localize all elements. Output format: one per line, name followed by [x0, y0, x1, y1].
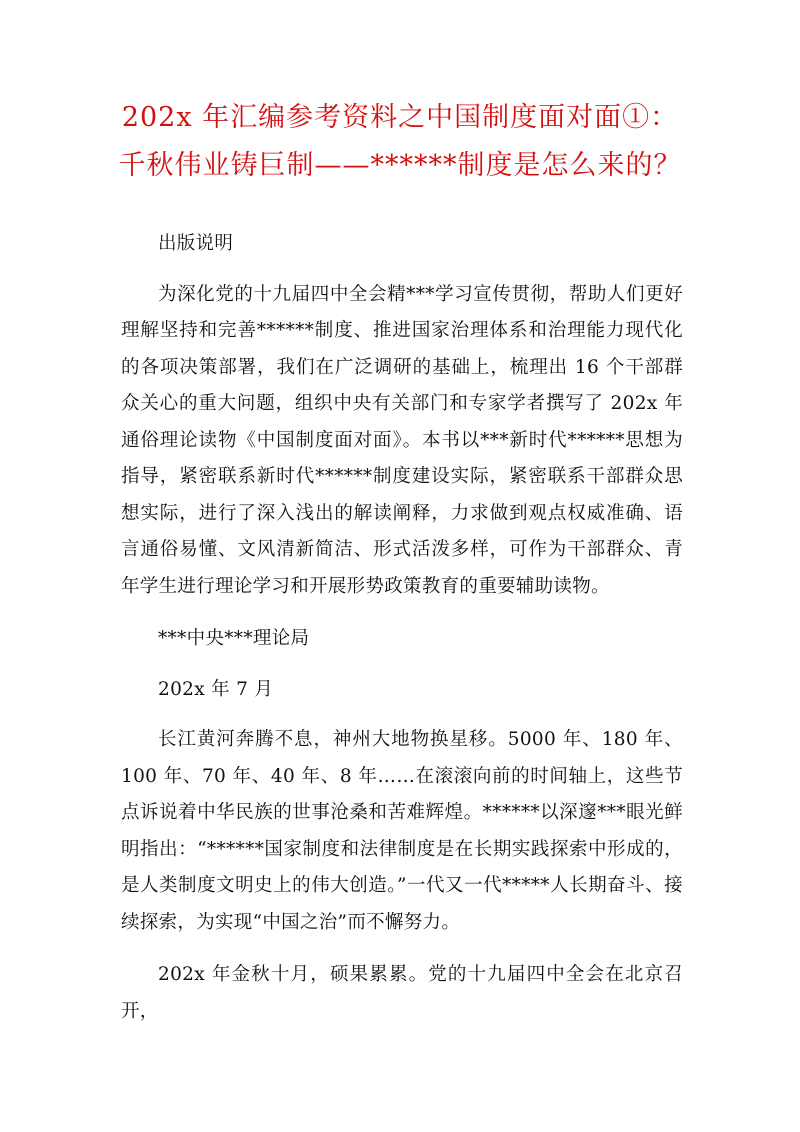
- body-paragraph: 202x 年金秋十月，硕果累累。党的十九届四中全会在北京召开，: [121, 964, 683, 1022]
- publisher-line: ***中央***理论局: [158, 628, 310, 649]
- document-title: 202x 年汇编参考资料之中国制度面对面①：千秋伟业铸巨制——******制度是怎么来的？: [118, 102, 682, 181]
- document-body: [121, 226, 683, 1046]
- body-paragraph: 长江黄河奔腾不息，神州大地物换星移。5000 年、180 年、100 年、70 年、40 年、8 年……在滚滚向前的时间轴上，这些节点诉说着中华民族的世事沧桑和苦难辉煌。******以深邃***眼光鲜明指出：“******国家制度和法律制度是在长期实践探索中形成的，是人类制度文明史上的伟大创造。”一代又一代*****人长期奋斗、接续探索，为实现“中国之治”而不懈努力。: [121, 729, 683, 933]
- section-heading: 出版说明: [158, 233, 234, 254]
- date-line: 202x 年 7 月: [158, 678, 274, 700]
- intro-paragraph: 为深化党的十九届四中全会精***学习宣传贯彻，帮助人们更好理解坚持和完善******制度、推进国家治理体系和治理能力现代化的各项决策部署，我们在广泛调研的基础上，梳理出 16 个干部群众关心的重大问题，组织中央有关部门和专家学者撰写了 202x 年通俗理论读物《中国制度面对面》。本书以***新时代******思想为指导，紧密联系新时代******制度建设实际，紧密联系干部群众思想实际，进行了深入浅出的解读阐释，力求做到观点权威准确、语言通俗易懂、文风清新简洁、形式活泼多样，可作为干部群众、青年学生进行理论学习和开展形势政策教育的重要辅助读物。: [121, 283, 683, 597]
